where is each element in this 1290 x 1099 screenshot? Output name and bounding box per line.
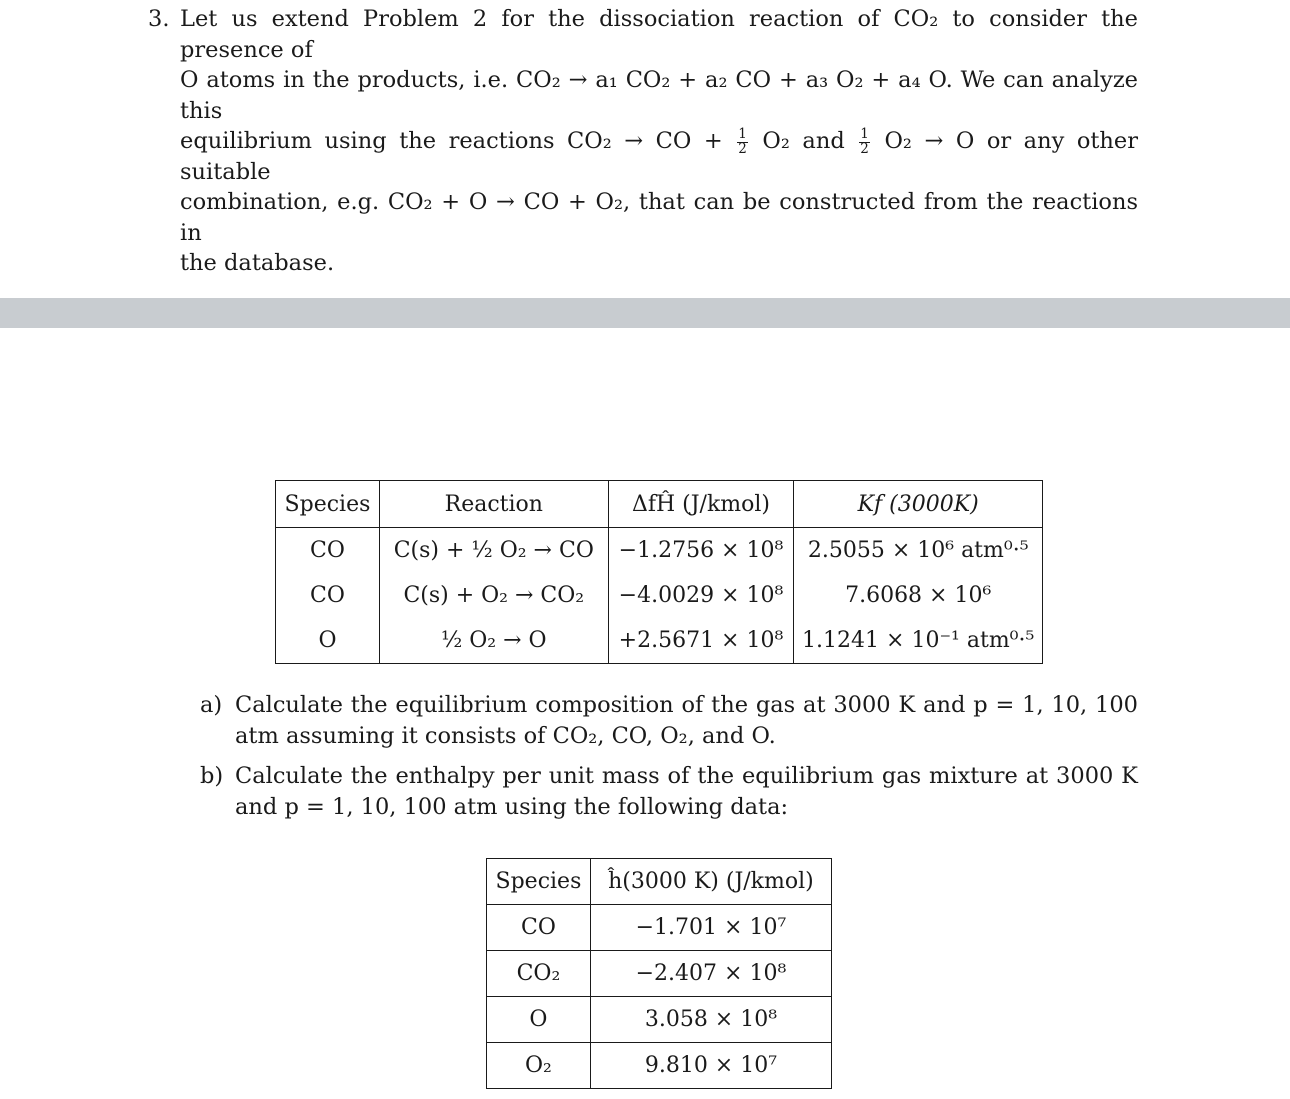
cell-enthalpy: +2.5671 × 10⁸ bbox=[608, 618, 794, 664]
header-enthalpy: ĥ(3000 K) (J/kmol) bbox=[590, 859, 831, 905]
table-header-row bbox=[487, 859, 832, 905]
cell-enthalpy: −4.0029 × 10⁸ bbox=[608, 573, 794, 618]
problem-line-3a: equilibrium using the reactions CO₂ → CO + bbox=[180, 128, 723, 154]
part-a-text: Calculate the equilibrium composition of the gas at 3000 K and p = 1, 10, 100 atm assuming it consists of CO₂, CO, O₂, and O. bbox=[235, 692, 1138, 749]
part-b-text: Calculate the enthalpy per unit mass of the equilibrium gas mixture at 3000 K and p = 1, 10, 100 atm using the following data: bbox=[235, 763, 1138, 820]
cell-enthalpy: 9.810 × 10⁷ bbox=[590, 1043, 831, 1089]
header-species: Species bbox=[487, 859, 591, 905]
cell-kf: 2.5055 × 10⁶ atm⁰·⁵ bbox=[794, 528, 1043, 574]
page-separator bbox=[0, 298, 1290, 328]
header-species: Species bbox=[276, 481, 380, 528]
cell-species: CO bbox=[276, 528, 380, 574]
one-half-fraction: $\frac{1}{2}$ bbox=[860, 126, 869, 157]
table-row bbox=[487, 997, 832, 1043]
cell-enthalpy: −1.701 × 10⁷ bbox=[590, 905, 831, 951]
problem-statement bbox=[148, 4, 1138, 279]
problem-line-2: O atoms in the products, i.e. CO₂ → a₁ CO₂ + a₂ CO + a₃ O₂ + a₄ O. We can analyze this bbox=[180, 67, 1138, 124]
header-reaction: Reaction bbox=[379, 481, 608, 528]
problem-line-1: Let us extend Problem 2 for the dissociation reaction of CO₂ to consider the presence of bbox=[180, 6, 1138, 63]
cell-species: O bbox=[487, 997, 591, 1043]
cell-enthalpy: 3.058 × 10⁸ bbox=[590, 997, 831, 1043]
part-b bbox=[200, 761, 1138, 823]
part-a-label: a) bbox=[200, 692, 223, 718]
cell-enthalpy: −1.2756 × 10⁸ bbox=[608, 528, 794, 574]
cell-reaction: C(s) + ½ O₂ → CO bbox=[379, 528, 608, 574]
problem-number: 3. bbox=[148, 6, 170, 32]
problem-line-3 bbox=[180, 126, 1138, 187]
problem-line-4: combination, e.g. CO₂ + O → CO + O₂, that can be constructed from the reactions in bbox=[180, 189, 1138, 246]
table-row bbox=[276, 528, 1043, 574]
one-half-fraction: $\frac{1}{2}$ bbox=[738, 126, 747, 157]
cell-reaction: ½ O₂ → O bbox=[379, 618, 608, 664]
table-row bbox=[276, 618, 1043, 664]
header-enthalpy: ΔfĤ (J/kmol) bbox=[608, 481, 794, 528]
cell-species: CO₂ bbox=[487, 951, 591, 997]
cell-species: O bbox=[276, 618, 380, 664]
cell-species: CO bbox=[487, 905, 591, 951]
problem-line-3b: O₂ and bbox=[762, 128, 845, 154]
cell-species: O₂ bbox=[487, 1043, 591, 1089]
problem-parts bbox=[200, 690, 1138, 832]
cell-reaction: C(s) + O₂ → CO₂ bbox=[379, 573, 608, 618]
enthalpy-data-table bbox=[486, 858, 832, 1089]
part-b-label: b) bbox=[200, 763, 224, 789]
table-header-row bbox=[276, 481, 1043, 528]
table-row bbox=[487, 1043, 832, 1089]
cell-species: CO bbox=[276, 573, 380, 618]
problem-line-3c: O₂ → O or any other suitable bbox=[180, 128, 1138, 185]
header-kf: Kf (3000K) bbox=[794, 481, 1043, 528]
reaction-database-table bbox=[275, 480, 1043, 664]
table-row bbox=[487, 951, 832, 997]
cell-kf: 7.6068 × 10⁶ bbox=[794, 573, 1043, 618]
table-row bbox=[276, 573, 1043, 618]
problem-line-5: the database. bbox=[180, 250, 335, 276]
table-row bbox=[487, 905, 832, 951]
part-a bbox=[200, 690, 1138, 752]
cell-kf: 1.1241 × 10⁻¹ atm⁰·⁵ bbox=[794, 618, 1043, 664]
cell-enthalpy: −2.407 × 10⁸ bbox=[590, 951, 831, 997]
